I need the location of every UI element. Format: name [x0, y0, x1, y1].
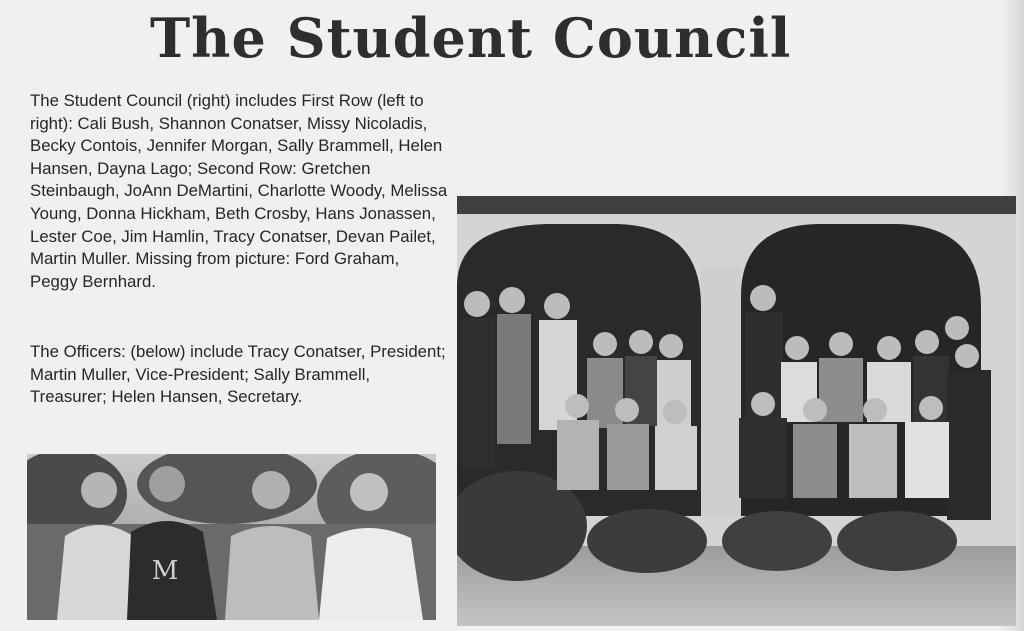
page-title: The Student Council — [150, 6, 792, 70]
svg-text:M: M — [151, 556, 179, 586]
officers-caption: The Officers: (below) include Tracy Conatser, President; Martin Muller, Vice-President; Sally Brammell, Treasurer; Helen Hansen, Secretary. — [30, 342, 446, 407]
council-photo — [457, 196, 1016, 626]
officers-photo — [27, 454, 436, 620]
council-photo-image — [457, 196, 1016, 626]
council-caption: The Student Council (right) includes First Row (left to right): Cali Bush, Shannon Conatser, Missy Nicoladis, Becky Contois, Jennifer Morgan, Sally Brammell, Helen Hansen, Dayna Lago; Second Row: Gretchen Steinbaugh, JoAnn DeMartini, Charlotte Woody, Melissa Young, Donna Hickham, Beth Crosby, Hans Jonassen, Lester Coe, Jim Hamlin, Tracy Conatser, Devan Pailet, Martin Muller. Missing from picture: Ford Graham, Peggy Bernhard. — [30, 91, 448, 291]
officers-photo-image — [27, 454, 436, 620]
